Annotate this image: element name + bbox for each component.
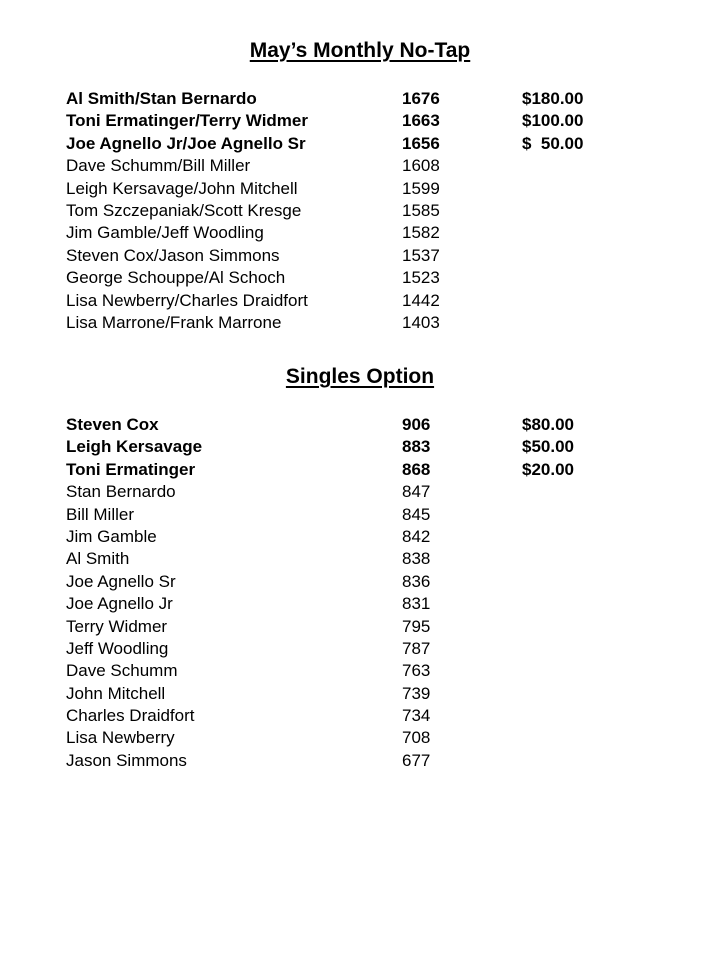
doubles-result-row [66, 222, 686, 244]
bowler-name: Leigh Kersavage/John Mitchell [66, 178, 298, 198]
score-value: 763 [402, 661, 431, 681]
score-value: 1523 [402, 268, 440, 288]
singles-results-table [66, 414, 686, 772]
score-value: 1663 [402, 111, 440, 131]
score-value: 734 [402, 706, 431, 726]
score-value: 868 [402, 459, 431, 479]
singles-result-row [66, 593, 686, 615]
doubles-result-row [66, 312, 686, 334]
score-value: 836 [402, 571, 431, 591]
prize-amount: $50.00 [522, 437, 574, 457]
singles-result-row [66, 705, 686, 727]
bowler-name: Stan Bernardo [66, 482, 176, 502]
score-value: 739 [402, 683, 431, 703]
bowler-name: Tom Szczepaniak/Scott Kresge [66, 200, 302, 220]
bowler-name: Steven Cox/Jason Simmons [66, 245, 280, 265]
singles-result-row [66, 638, 686, 660]
score-value: 1676 [402, 89, 440, 108]
score-value: 1599 [402, 178, 440, 198]
doubles-result-row [66, 200, 686, 222]
singles-result-row [66, 436, 686, 458]
prize-amount: $180.00 [522, 89, 584, 108]
score-value: 795 [402, 616, 431, 636]
bowler-name: Dave Schumm [66, 661, 178, 681]
prize-amount: $20.00 [522, 459, 574, 479]
singles-result-row [66, 571, 686, 593]
bowler-name: Jim Gamble/Jeff Woodling [66, 223, 264, 243]
bowler-name: Jason Simmons [66, 750, 187, 770]
doubles-result-row [66, 88, 686, 110]
singles-result-row [66, 481, 686, 503]
score-value: 708 [402, 728, 431, 748]
doubles-result-row [66, 267, 686, 289]
score-value: 831 [402, 594, 431, 614]
singles-result-row [66, 616, 686, 638]
bowler-name: Leigh Kersavage [66, 437, 203, 457]
score-value: 1608 [402, 156, 440, 176]
score-value: 842 [402, 526, 431, 546]
singles-result-row [66, 750, 686, 772]
bowler-name: Jeff Woodling [66, 638, 169, 658]
score-value: 677 [402, 750, 431, 770]
bowler-name: Jim Gamble [66, 526, 157, 546]
doubles-result-row [66, 133, 686, 155]
score-value: 838 [402, 549, 431, 569]
bowler-name: Steven Cox [66, 415, 159, 434]
doubles-results-table [66, 88, 686, 334]
bowler-name: Toni Ermatinger/Terry Widmer [66, 111, 308, 131]
bowler-name: Joe Agnello Jr/Joe Agnello Sr [66, 133, 306, 153]
bowler-name: Toni Ermatinger [66, 459, 196, 479]
bowler-name: Lisa Newberry [66, 728, 175, 748]
score-value: 1403 [402, 312, 440, 332]
score-value: 883 [402, 437, 431, 457]
score-value: 845 [402, 504, 431, 524]
score-value: 906 [402, 415, 431, 434]
doubles-result-row [66, 155, 686, 177]
singles-result-row [66, 526, 686, 548]
bowler-name: Al Smith/Stan Bernardo [66, 89, 257, 108]
doubles-result-row [66, 245, 686, 267]
bowler-name: Lisa Marrone/Frank Marrone [66, 312, 282, 332]
score-value: 1656 [402, 133, 440, 153]
doubles-result-row [66, 290, 686, 312]
score-value: 847 [402, 482, 431, 502]
prize-amount: $ 50.00 [522, 133, 584, 153]
bowler-name: Bill Miller [66, 504, 134, 524]
singles-result-row [66, 727, 686, 749]
prize-amount: $80.00 [522, 415, 574, 434]
doubles-result-row [66, 178, 686, 200]
score-value: 787 [402, 638, 431, 658]
singles-result-row [66, 504, 686, 526]
bowler-name: Charles Draidfort [66, 706, 195, 726]
doubles-result-row [66, 110, 686, 132]
bowler-name: Terry Widmer [66, 616, 168, 636]
singles-result-row [66, 414, 686, 436]
singles-result-row [66, 660, 686, 682]
bowler-name: George Schouppe/Al Schoch [66, 268, 286, 288]
score-value: 1582 [402, 223, 440, 243]
singles-result-row [66, 459, 686, 481]
bowler-name: John Mitchell [66, 683, 166, 703]
singles-result-row [66, 548, 686, 570]
singles-section-title: Singles Option [285, 365, 435, 388]
score-value: 1442 [402, 290, 440, 310]
prize-amount: $100.00 [522, 111, 584, 131]
bowler-name: Joe Agnello Jr [66, 594, 173, 614]
bowler-name: Joe Agnello Sr [66, 571, 176, 591]
score-value: 1537 [402, 245, 440, 265]
score-value: 1585 [402, 200, 440, 220]
bowler-name: Dave Schumm/Bill Miller [66, 156, 251, 176]
bowler-name: Al Smith [66, 549, 130, 569]
bowler-name: Lisa Newberry/Charles Draidfort [66, 290, 308, 310]
page-title: May’s Monthly No-Tap [249, 39, 471, 62]
singles-result-row [66, 683, 686, 705]
